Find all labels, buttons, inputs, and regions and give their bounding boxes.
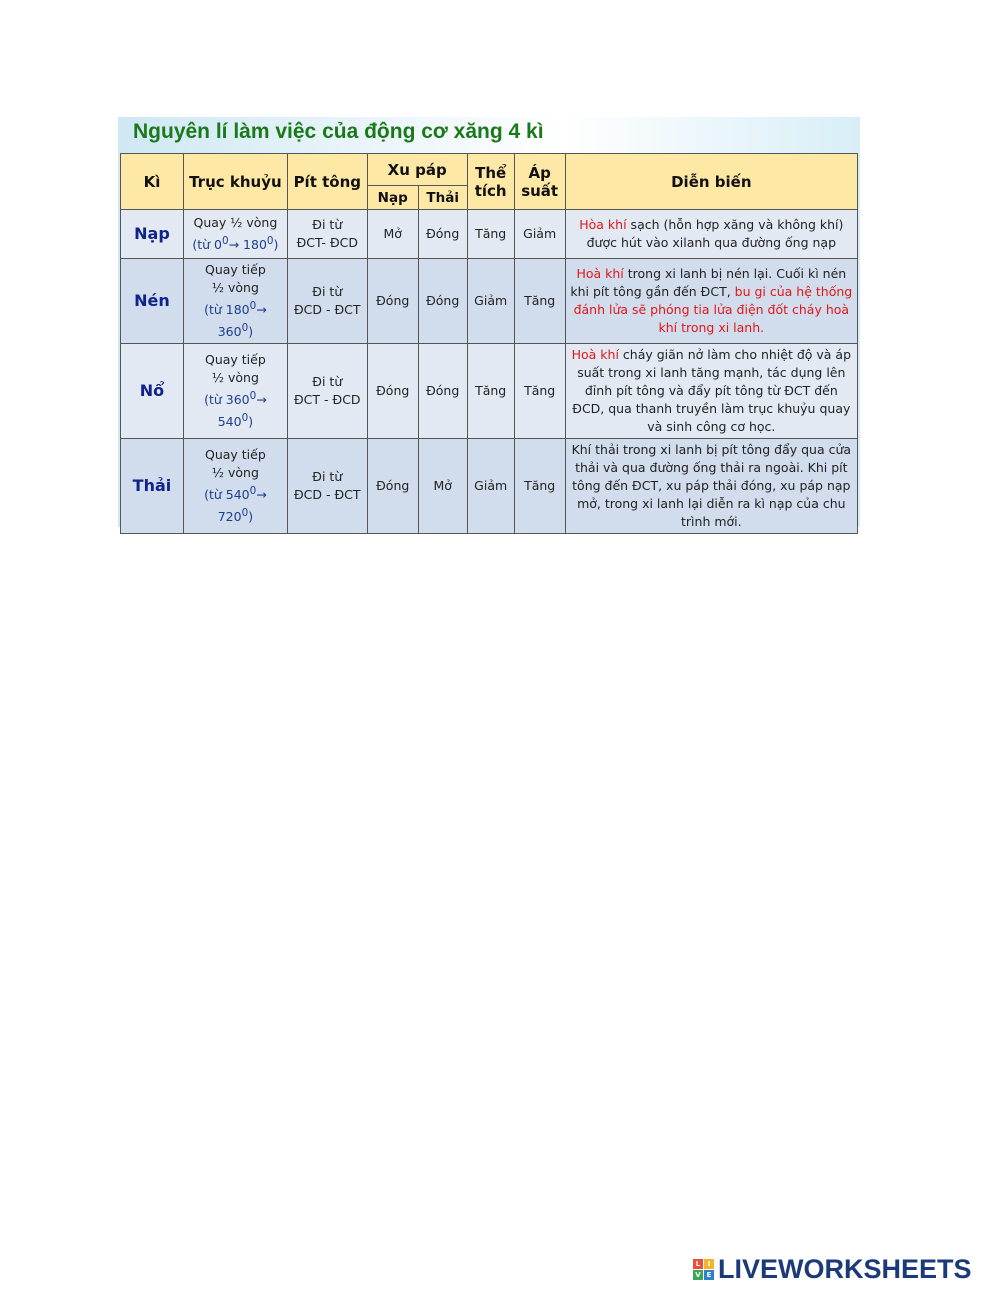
- header-xu-pap: Xu páp: [367, 154, 467, 186]
- stroke-name: Nạp: [121, 210, 184, 259]
- logo-block-l: L: [693, 1259, 703, 1269]
- description-cell: Hòa khí sạch (hỗn hợp xăng và không khí) được hút vào xilanh qua đường ống nạp: [565, 210, 857, 259]
- intake-valve-cell: Đóng: [367, 259, 418, 344]
- description-cell: Hoà khí cháy giãn nở làm cho nhiệt độ và áp suất trong xi lanh tăng mạnh, tác dụng lên đỉnh pít tông và đẩy pít tông từ ĐCT đến ĐCD, qua thanh truyền làm trục khuỷu quay và sinh công cơ học.: [565, 344, 857, 439]
- header-xu-pap-nap: Nạp: [367, 186, 418, 210]
- stroke-name: Nổ: [121, 344, 184, 439]
- header-ki: Kì: [121, 154, 184, 210]
- intake-valve-cell: Đóng: [367, 344, 418, 439]
- exhaust-valve-cell: Đóng: [418, 210, 467, 259]
- exhaust-valve-cell: Đóng: [418, 259, 467, 344]
- pressure-cell: Giảm: [514, 210, 565, 259]
- header-the-tich: Thể tích: [467, 154, 514, 210]
- logo-blocks-icon: [693, 1259, 714, 1280]
- table-row: [121, 210, 858, 259]
- logo-block-e: E: [704, 1270, 714, 1280]
- exhaust-valve-cell: Đóng: [418, 344, 467, 439]
- table-row: [121, 344, 858, 439]
- engine-cycle-table: [120, 153, 858, 534]
- intake-valve-cell: Đóng: [367, 439, 418, 534]
- pressure-cell: Tăng: [514, 439, 565, 534]
- crankshaft-cell: Quay ½ vòng (từ $0^0\to 180^0$): [183, 210, 287, 259]
- crankshaft-cell: Quay tiếp ½ vòng (từ $360^0\to$ $540^0$): [183, 344, 287, 439]
- stroke-name: Thải: [121, 439, 184, 534]
- pressure-cell: Tăng: [514, 344, 565, 439]
- header-pit-tong: Pít tông: [287, 154, 367, 210]
- volume-cell: Giảm: [467, 439, 514, 534]
- pressure-cell: Tăng: [514, 259, 565, 344]
- header-xu-pap-thai: Thải: [418, 186, 467, 210]
- piston-cell: Đi từ ĐCD - ĐCT: [287, 259, 367, 344]
- exhaust-valve-cell: Mở: [418, 439, 467, 534]
- description-cell: Khí thải trong xi lanh bị pít tông đẩy qua cửa thải và qua đường ống thải ra ngoài. Khi pít tông đến ĐCT, xu páp thải đóng, xu páp nạp mở, trong xi lanh lại diễn ra kì nạp của chu trình mới.: [565, 439, 857, 534]
- intake-valve-cell: Mở: [367, 210, 418, 259]
- piston-cell: Đi từ ĐCT- ĐCD: [287, 210, 367, 259]
- table-row: [121, 259, 858, 344]
- lesson-slide: [118, 117, 860, 530]
- volume-cell: Tăng: [467, 210, 514, 259]
- liveworksheets-logo[interactable]: [693, 1253, 972, 1285]
- slide-title: Nguyên lí làm việc của động cơ xăng 4 kì: [133, 120, 544, 143]
- piston-cell: Đi từ ĐCD - ĐCT: [287, 439, 367, 534]
- volume-cell: Giảm: [467, 259, 514, 344]
- crankshaft-cell: Quay tiếp ½ vòng (từ $540^0\to$ $720^0$): [183, 439, 287, 534]
- volume-cell: Tăng: [467, 344, 514, 439]
- logo-text: LIVEWORKSHEETS: [718, 1253, 972, 1284]
- header-ap-suat: Áp suất: [514, 154, 565, 210]
- logo-block-v: V: [693, 1270, 703, 1280]
- crankshaft-cell: Quay tiếp ½ vòng (từ $180^0\to$ $360^0$): [183, 259, 287, 344]
- table-row: [121, 439, 858, 534]
- description-cell: Hoà khí trong xi lanh bị nén lại. Cuối kì nén khi pít tông gần đến ĐCT, bu gi của hệ thống đánh lửa sẽ phóng tia lửa điện đốt cháy hoà khí trong xi lanh.: [565, 259, 857, 344]
- logo-block-i: I: [704, 1259, 714, 1269]
- piston-cell: Đi từ ĐCT - ĐCD: [287, 344, 367, 439]
- header-dien-bien: Diễn biến: [565, 154, 857, 210]
- header-truc-khuyu: Trục khuỷu: [183, 154, 287, 210]
- stroke-name: Nén: [121, 259, 184, 344]
